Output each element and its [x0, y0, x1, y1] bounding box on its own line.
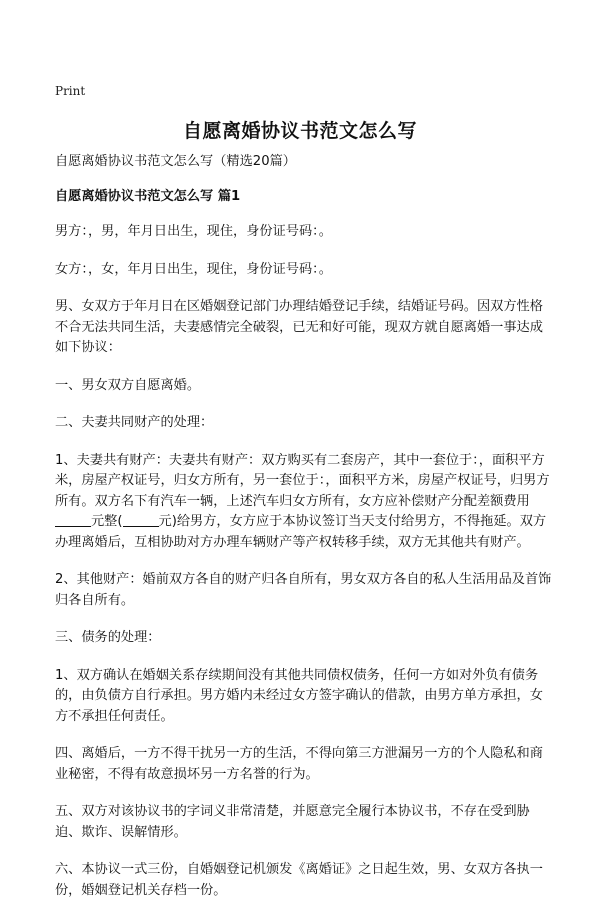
document-title: 自愿离婚协议书范文怎么写 [182, 120, 417, 142]
paragraph-debt-1: 1、双方确认在婚姻关系存续期间没有其他共同债权债务，任何一方如对外负有债务的，由负债方自行承担。男方婚内未经过女方签字确认的借款，由男方单方承担，女方不承担任何责任。 [55, 667, 543, 724]
property-1-text-a: 1、夫妻共有财产：夫妻共有财产：双方购买有二套房产，其中一套位于：，面积平方米，房屋产权证号，归女方所有，另一套位于：，面积平方米，房屋产权证号，归男方所有。双方名下有汽车一辆，上述汽车归女方所有，女方应补偿财产分配差额费用 [55, 452, 550, 509]
property-1-text-c: 元)给男方，女方应于本协议签订当天支付给男方，不得拖延。双方办理离婚后，互相协助对方办理车辆财产等产权转移手续，双方无其他共有财产。 [55, 514, 547, 550]
paragraph-property-2: 2、其他财产：婚前双方各自的财产归各自所有，男女双方各自的私人生活用品及首饰归各自所有。 [55, 572, 552, 608]
paragraph-property-1 [55, 451, 555, 554]
print-label: Print [55, 84, 86, 98]
paragraph-male-party: 男方：，男，年月日出生，现住，身份证号码：。 [55, 224, 332, 239]
paragraph-intro: 男、女双方于年月日在区婚姻登记部门办理结婚登记手续，结婚证号码。因双方性格不合无法共同生活，夫妻感情完全破裂，已无和好可能，现双方就自愿离婚一事达成如下协议： [55, 299, 543, 355]
document-body [55, 152, 555, 918]
paragraph-clause-2: 二、夫妻共同财产的处理： [55, 415, 214, 430]
paragraph-clause-5: 五、双方对该协议书的字词义非常清楚，并愿意完全履行本协议书，不存在受到胁迫、欺诈、误解情形。 [55, 804, 530, 840]
paragraph-clause-6: 六、本协议一式三份，自婚姻登记机颁发《离婚证》之日起生效，男、女双方各执一份，婚姻登记机关存档一份。 [55, 862, 543, 898]
property-1-text-b: 元整( [91, 514, 123, 529]
paragraph-clause-3: 三、债务的处理： [55, 630, 161, 645]
paragraph-clause-1: 一、男女双方自愿离婚。 [55, 377, 201, 393]
amount-blank-1 [55, 512, 91, 527]
amount-blank-2 [123, 512, 159, 527]
section-heading: 自愿离婚协议书范文怎么写 篇1 [55, 188, 241, 204]
document-subtitle: 自愿离婚协议书范文怎么写（精选20篇） [55, 154, 296, 169]
paragraph-female-party: 女方：，女，年月日出生，现住，身份证号码：。 [55, 261, 332, 277]
paragraph-clause-4: 四、离婚后，一方不得干扰另一方的生活，不得向第三方泄漏另一方的个人隐私和商业秘密，不得有故意损坏另一方名誉的行为。 [55, 746, 543, 782]
